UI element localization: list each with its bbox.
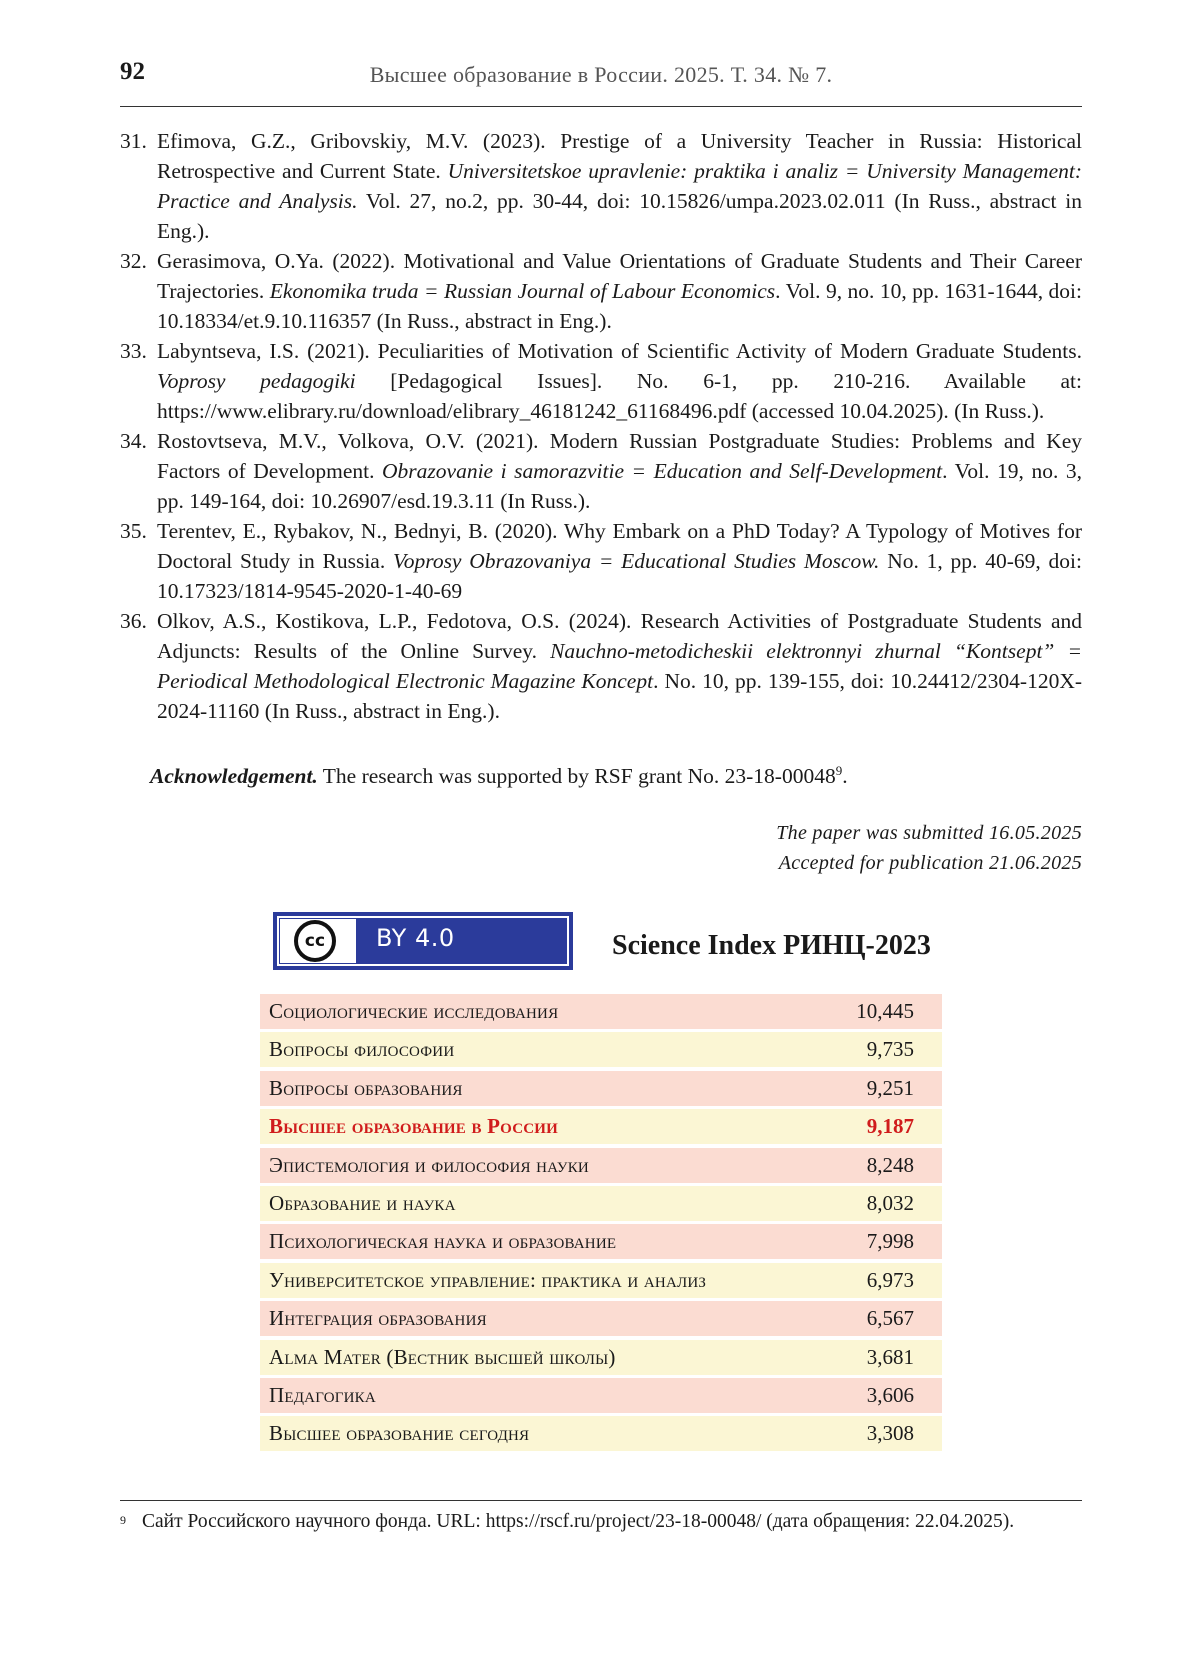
index-value: 3,681 <box>866 1344 914 1369</box>
journal-name: Образование и наука <box>269 1190 456 1215</box>
reference-item <box>120 426 1082 516</box>
index-value: 10,445 <box>856 999 914 1023</box>
reference-text: Terentev, E., Rybakov, N., Bednyi, B. (2020). Why Embark on a PhD Today? A Typology of Motives for Doctoral Study in Russia. <box>157 519 1082 573</box>
running-head: Высшее образование в России. 2025. Т. 34. № 7. <box>369 62 833 87</box>
reference-details: Vol. 27, no.2, pp. 30-44, doi: 10.15826/umpa.2023.02.011 (In Russ., abstract in Eng.). <box>157 189 1083 243</box>
reference-journal: Obrazovanie i samorazvitie = Education and Self-Development <box>382 459 943 483</box>
index-value: 8,248 <box>866 1152 914 1177</box>
table-row <box>260 1378 942 1413</box>
cc-logo-panel <box>280 919 356 963</box>
index-value: 9,251 <box>866 1075 914 1100</box>
reference-item <box>120 126 1082 246</box>
table-row <box>260 1148 942 1183</box>
reference-item <box>120 606 1082 726</box>
reference-text: Labyntseva, I.S. (2021). Peculiarities of Motivation of Scientific Activity of Modern Graduate Students. <box>157 339 1082 363</box>
reference-text: Gerasimova, O.Ya. (2022). Motivational and Value Orientations of Graduate Students and Their Career Trajectories. <box>157 249 1082 303</box>
reference-details: . No. 10, pp. 139-155, doi: 10.24412/2304-120X-2024-11160 (In Russ., abstract in Eng.). <box>157 669 1083 723</box>
table-row <box>260 1071 942 1106</box>
submitted-date: The paper was submitted 16.05.2025 <box>776 822 1082 844</box>
acknowledgement <box>150 756 1082 791</box>
table-row <box>260 1340 942 1375</box>
reference-details: . Vol. 9, no. 10, pp. 1631-1644, doi: 10.18334/et.9.10.116357 (In Russ., abstract in Eng.). <box>157 279 1082 333</box>
science-index-table <box>260 994 942 1455</box>
cc-icon: cc <box>294 920 336 962</box>
reference-journal: Universitetskoe upravlenie: praktika i analiz = University Management: Practice and Analysis. <box>157 159 1082 213</box>
journal-name: Высшее образование сегодня <box>269 1421 530 1446</box>
reference-number: 31. <box>120 129 147 153</box>
journal-name: Эпистемология и философия науки <box>269 1152 589 1177</box>
reference-text: Efimova, G.Z., Gribovskiy, M.V. (2023). Prestige of a University Teacher in Russia: Historical Retrospective and Current State. <box>157 129 1082 183</box>
reference-list <box>120 126 1082 726</box>
index-value: 9,735 <box>866 1037 914 1062</box>
page-number: 92 <box>120 58 145 85</box>
reference-journal: Ekonomika truda = Russian Journal of Labour Economics <box>269 279 776 303</box>
journal-name: Высшее образование в России <box>269 1114 558 1139</box>
reference-details: No. 1, pp. 40-69, doi: 10.17323/1814-9545-2020-1-40-69 <box>157 549 1082 603</box>
footnote-mark: 9 <box>835 763 843 778</box>
index-value: 6,973 <box>866 1267 914 1292</box>
footnote <box>120 1508 1082 1536</box>
reference-number: 34. <box>120 429 147 453</box>
journal-name: Психологическая наука и образование <box>269 1229 617 1254</box>
acknowledgement-end: . <box>842 764 848 789</box>
page-header <box>120 58 1082 107</box>
reference-text: Olkov, A.S., Kostikova, L.P., Fedotova, O.S. (2024). Research Activities of Postgraduate Students and Adjuncts: Results of the Online Survey. <box>157 609 1082 663</box>
index-value: 8,032 <box>866 1190 914 1215</box>
acknowledgement-text: The research was supported by RSF grant No. 23-18-00048 <box>317 764 836 789</box>
table-row <box>260 1186 942 1221</box>
journal-name: Университетское управление: практика и анализ <box>269 1267 707 1292</box>
reference-number: 33. <box>120 339 147 363</box>
reference-number: 36. <box>120 609 147 633</box>
table-row <box>260 1032 942 1067</box>
footnote-text: Сайт Российского научного фонда. URL: https://rscf.ru/project/23-18-00048/ (дата обращения: 22.04.2025). <box>142 1511 1015 1532</box>
table-row-highlighted <box>260 1109 942 1144</box>
footnote-number: 9 <box>120 1513 126 1527</box>
reference-item <box>120 246 1082 336</box>
index-value: 9,187 <box>866 1114 914 1139</box>
reference-item <box>120 336 1082 426</box>
reference-number: 32. <box>120 249 147 273</box>
index-value: 3,606 <box>866 1382 914 1407</box>
reference-details: . Vol. 19, no. 3, pp. 149-164, doi: 10.26907/esd.19.3.11 (In Russ.). <box>157 459 1082 513</box>
table-row <box>260 1416 942 1451</box>
table-row <box>260 1301 942 1336</box>
license-text: BY 4.0 <box>376 924 455 952</box>
index-value: 7,998 <box>866 1229 914 1254</box>
reference-text: Rostovtseva, M.V., Volkova, O.V. (2021). Modern Russian Postgraduate Studies: Problems and Key Factors of Development. <box>157 429 1082 483</box>
journal-name: Вопросы образования <box>269 1075 463 1100</box>
footnote-divider <box>120 1500 1082 1501</box>
journal-name: Интеграция образования <box>269 1306 487 1331</box>
journal-name: Alma Mater (Вестник высшей школы) <box>269 1344 616 1369</box>
table-row <box>260 1263 942 1298</box>
journal-name: Социологические исследования <box>269 999 559 1023</box>
reference-details: [Pedagogical Issues]. No. 6-1, pp. 210-216. Available at: https://www.elibrary.ru/download/elibrary_46181242_61168496.pdf (accessed 10.04.2025). (In Russ.). <box>157 369 1082 423</box>
reference-journal: Voprosy pedagogiki <box>157 369 356 393</box>
accepted-date: Accepted for publication 21.06.2025 <box>778 852 1082 874</box>
science-index-title: Science Index РИНЦ-2023 <box>612 930 931 961</box>
index-value: 6,567 <box>866 1306 914 1331</box>
reference-journal: Voprosy Obrazovaniya = Educational Studies Moscow. <box>393 549 880 573</box>
journal-name: Вопросы философии <box>269 1037 455 1062</box>
table-row <box>260 1224 942 1259</box>
index-value: 3,308 <box>866 1421 914 1446</box>
reference-number: 35. <box>120 519 147 543</box>
acknowledgement-label: Acknowledgement. <box>150 764 318 789</box>
publication-dates <box>776 818 1082 878</box>
reference-journal: Nauchno-metodicheskii elektronnyi zhurnal “Kontsept” = Periodical Methodological Electronic Magazine Koncept <box>157 639 1082 693</box>
reference-item <box>120 516 1082 606</box>
table-row <box>260 994 942 1029</box>
cc-license-badge <box>273 912 573 970</box>
journal-name: Педагогика <box>269 1382 376 1407</box>
